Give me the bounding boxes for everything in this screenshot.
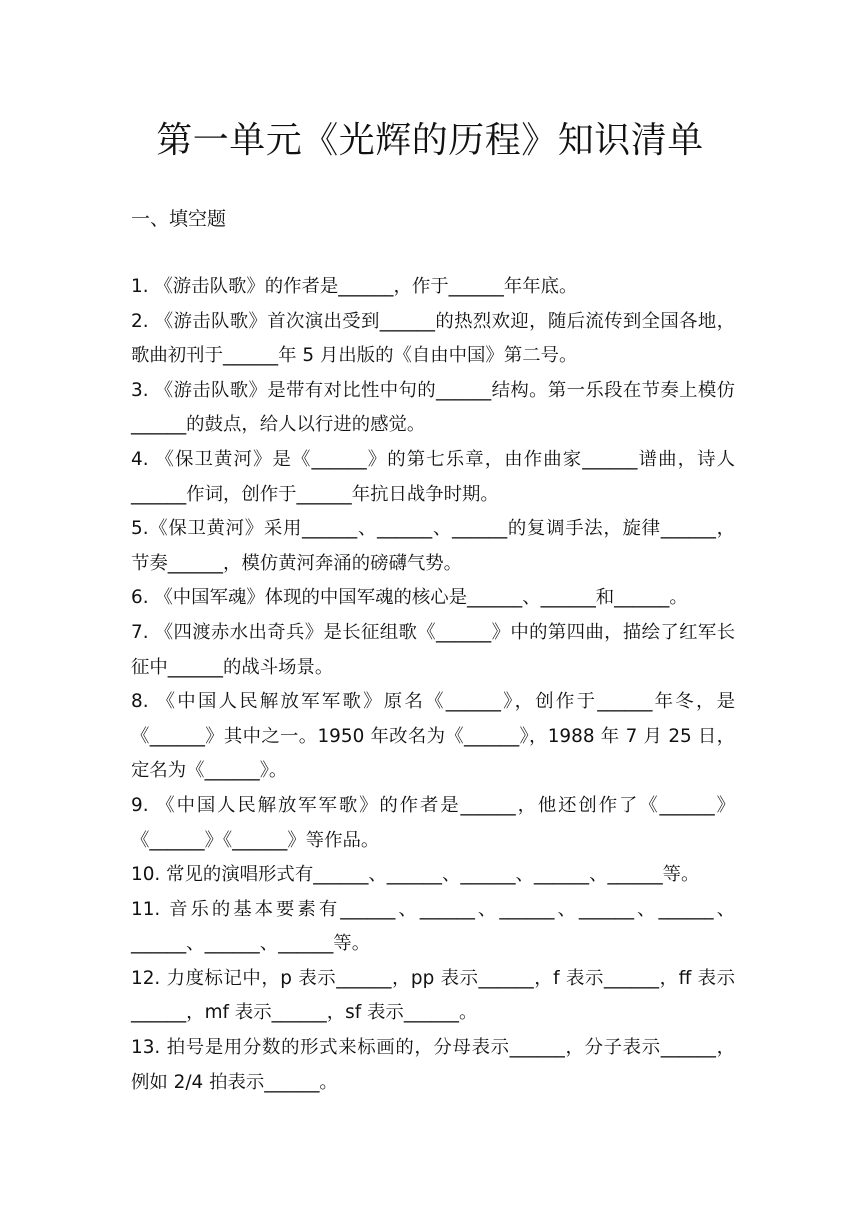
question-item: 9. 《中国人民解放军军歌》的作者是______，他还创作了《______》《______》《______》等作品。 — [131, 794, 735, 851]
question-item: 4. 《保卫黄河》是《______》的第七乐章，由作曲家______谱曲，诗人______作词，创作于______年抗日战争时期。 — [131, 448, 735, 505]
question-item: 2. 《游击队歌》首次演出受到______的热烈欢迎，随后流传到全国各地，歌曲初刊于______年 5 月出版的《自由中国》第二号。 — [131, 310, 735, 367]
question-item: 3. 《游击队歌》是带有对比性中句的______结构。第一乐段在节奏上模仿______的鼓点，给人以行进的感觉。 — [131, 379, 735, 436]
document-title: 第一单元《光辉的历程》知识清单 — [156, 120, 704, 161]
question-item: 5.《保卫黄河》采用______、______、______的复调手法，旋律______，节奏______，模仿黄河奔涌的磅礴气势。 — [131, 518, 735, 574]
question-item: 1. 《游击队歌》的作者是______，作于______年年底。 — [131, 276, 578, 297]
question-item: 8. 《中国人民解放军军歌》原名《______》，创作于______年冬，是《______》其中之一。1950 年改名为《______》，1988 年 7 月 25 日，定名为《______》。 — [131, 691, 735, 782]
question-list — [131, 270, 735, 1100]
section-heading: 一、填空题 — [131, 208, 227, 230]
question-item: 7. 《四渡赤水出奇兵》是长征组歌《______》中的第四曲，描绘了红军长征中______的战斗场景。 — [131, 621, 735, 678]
question-item: 13. 拍号是用分数的形式来标画的，分母表示______，分子表示______，例如 2/4 拍表示______。 — [131, 1037, 736, 1093]
question-item: 6. 《中国军魂》体现的中国军魂的核心是______、______和______。 — [131, 587, 688, 609]
question-item: 11. 音乐的基本要素有______、______、______、______、______、______、______、______等。 — [131, 898, 735, 955]
question-item: 10. 常见的演唱形式有______、______、______、______、______等。 — [131, 864, 700, 886]
question-item: 12. 力度标记中，p 表示______，pp 表示______，f 表示______，ff 表示______，mf 表示______，sf 表示______。 — [131, 967, 735, 1024]
